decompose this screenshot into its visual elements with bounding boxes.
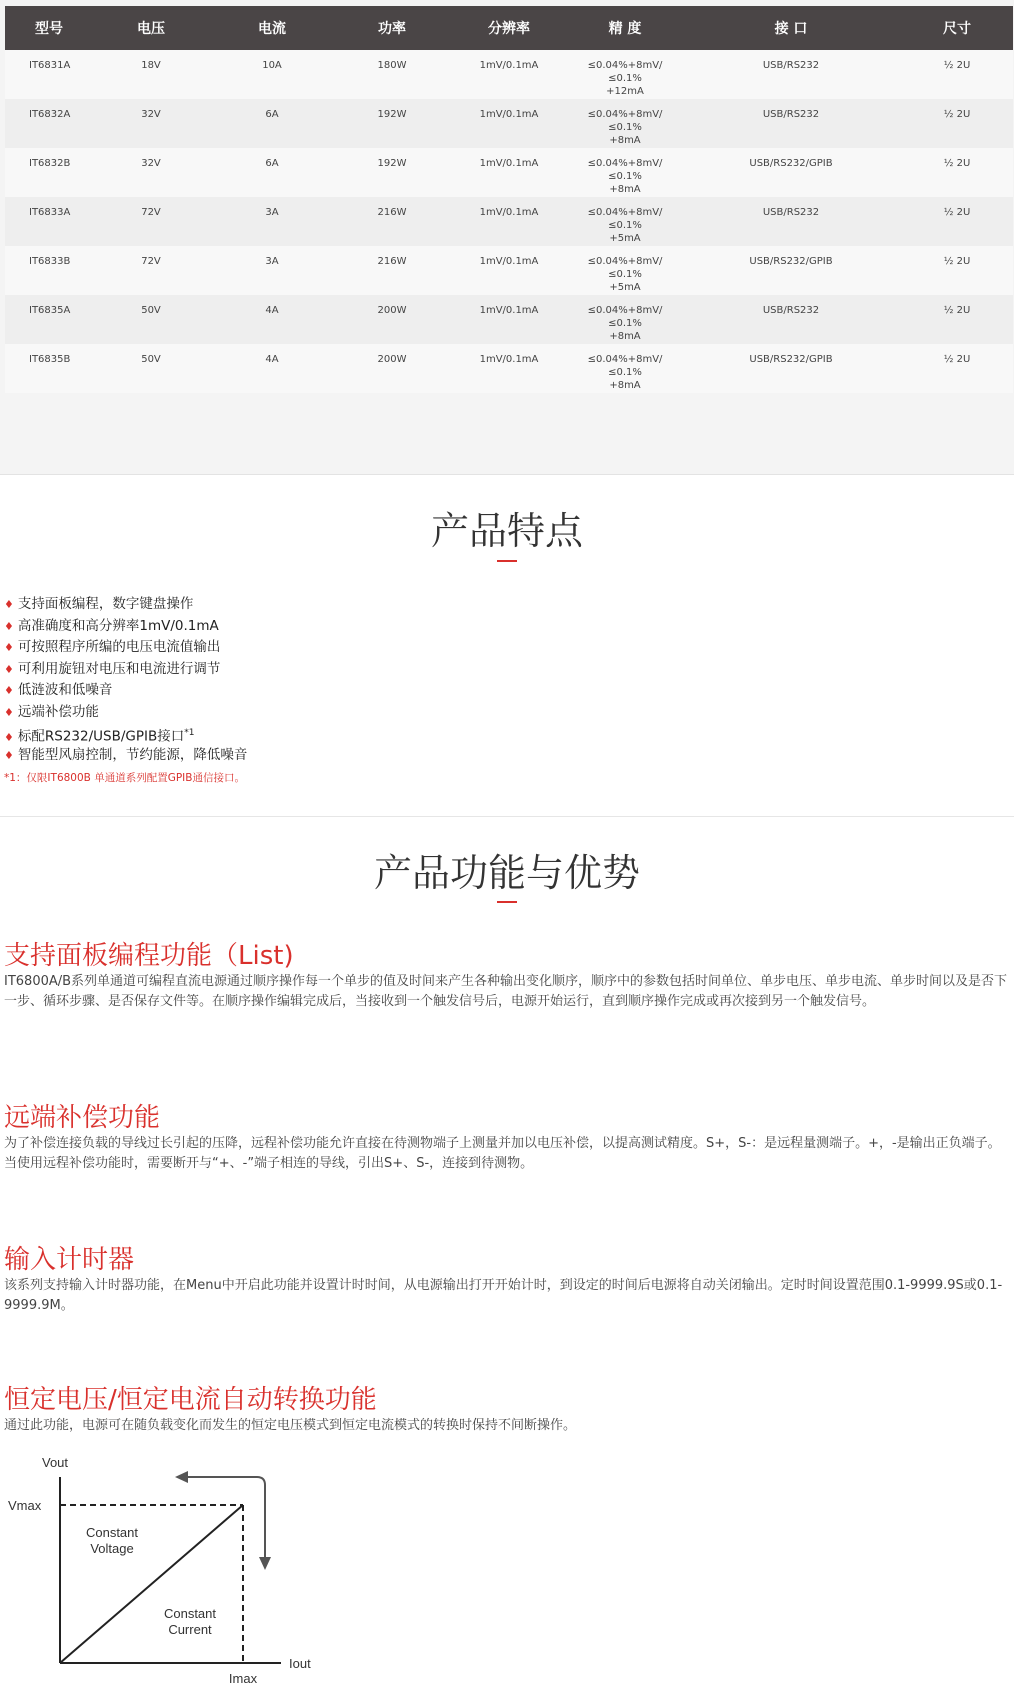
cv-label-line1: Constant xyxy=(85,1525,139,1540)
cell-model: IT6835B xyxy=(5,344,93,393)
cell-size: ½ 2U xyxy=(901,197,1013,246)
accuracy-line-2: +8mA xyxy=(609,135,641,146)
header-voltage: 电压 xyxy=(93,6,209,50)
cell-resolution: 1mV/0.1mA xyxy=(449,197,569,246)
cell-current: 3A xyxy=(209,197,335,246)
cell-current: 6A xyxy=(209,148,335,197)
diamond-bullet-icon: ♦ xyxy=(4,748,14,762)
cell-power: 216W xyxy=(335,246,449,295)
cell-resolution: 1mV/0.1mA xyxy=(449,344,569,393)
list-item xyxy=(4,745,247,767)
accuracy-line-1: ≤0.04%+8mV/ ≤0.1% xyxy=(587,354,663,378)
accuracy-line-1: ≤0.04%+8mV/ ≤0.1% xyxy=(587,60,663,84)
cell-voltage: 32V xyxy=(93,99,209,148)
header-model: 型号 xyxy=(5,6,93,50)
advantages-title: 产品功能与优势 xyxy=(373,851,640,895)
cell-size: ½ 2U xyxy=(901,344,1013,393)
cell-accuracy xyxy=(569,99,681,148)
cell-voltage: 18V xyxy=(93,50,209,99)
table-row xyxy=(5,197,1013,246)
cc-label-line2: Current xyxy=(168,1622,212,1637)
feature-text: 支持面板编程，数字键盘操作 xyxy=(17,596,194,612)
advantage-desc-cv-cc: 通过此功能，电源可在随负载变化而发生的恒定电压模式到恒定电流模式的转换时保持不间断操作。 xyxy=(4,1418,577,1433)
diamond-bullet-icon: ♦ xyxy=(4,730,14,744)
table-row xyxy=(5,295,1013,344)
accuracy-line-2: +8mA xyxy=(609,331,641,342)
list-item xyxy=(4,659,247,681)
accuracy-line-2: +8mA xyxy=(609,380,641,391)
header-current: 电流 xyxy=(209,6,335,50)
feature-text: 高准确度和高分辨率1mV/0.1mA xyxy=(17,617,219,634)
cell-interface: USB/RS232/GPIB xyxy=(681,344,901,393)
feature-text: 标配RS232/USB/GPIB接口 xyxy=(17,728,185,745)
cell-interface: USB/RS232 xyxy=(681,50,901,99)
cell-size: ½ 2U xyxy=(901,246,1013,295)
cell-resolution: 1mV/0.1mA xyxy=(449,246,569,295)
header-resolution: 分辨率 xyxy=(449,6,569,50)
cell-accuracy xyxy=(569,50,681,99)
cell-voltage: 50V xyxy=(93,295,209,344)
cell-size: ½ 2U xyxy=(901,295,1013,344)
cell-model: IT6833A xyxy=(5,197,93,246)
cell-power: 216W xyxy=(335,197,449,246)
cell-current: 6A xyxy=(209,99,335,148)
feature-text: 智能型风扇控制，节约能源，降低噪音 xyxy=(17,746,248,763)
cell-accuracy xyxy=(569,344,681,393)
imax-label: Imax xyxy=(228,1671,258,1686)
cell-resolution: 1mV/0.1mA xyxy=(449,50,569,99)
accuracy-line-1: ≤0.04%+8mV/ ≤0.1% xyxy=(587,256,663,280)
feature-text: 低涟波和低噪音 xyxy=(17,682,113,698)
cell-model: IT6832A xyxy=(5,99,93,148)
cell-model: IT6832B xyxy=(5,148,93,197)
accuracy-line-1: ≤0.04%+8mV/ ≤0.1% xyxy=(587,305,663,329)
accuracy-line-1: ≤0.04%+8mV/ ≤0.1% xyxy=(587,158,663,182)
advantages-title-underline xyxy=(497,901,517,903)
cell-accuracy xyxy=(569,246,681,295)
accuracy-line-2: +5mA xyxy=(609,282,641,293)
cell-power: 200W xyxy=(335,295,449,344)
accuracy-line-2: +8mA xyxy=(609,184,641,195)
list-item xyxy=(4,637,247,659)
features-title: 产品特点 xyxy=(430,509,583,553)
cell-power: 192W xyxy=(335,148,449,197)
cell-accuracy xyxy=(569,148,681,197)
table-row xyxy=(5,99,1013,148)
cell-interface: USB/RS232/GPIB xyxy=(681,148,901,197)
diamond-bullet-icon: ♦ xyxy=(4,705,14,719)
cell-current: 10A xyxy=(209,50,335,99)
table-row xyxy=(5,246,1013,295)
list-item xyxy=(4,723,247,745)
footnote-marker: *1 xyxy=(184,728,195,738)
cell-model: IT6835A xyxy=(5,295,93,344)
cell-current: 3A xyxy=(209,246,335,295)
feature-text: 可按照程序所编的电压电流值输出 xyxy=(17,639,221,655)
cell-voltage: 72V xyxy=(93,197,209,246)
diamond-bullet-icon: ♦ xyxy=(4,662,14,676)
advantage-desc-timer: 该系列支持输入计时器功能，在Menu中开启此功能并设置计时时间，从电源输出打开开始计时，到设定的时间后电源将自动关闭输出。定时时间设置范围0.1-9999.9S或0.1-9999.9M。 xyxy=(4,1278,1003,1313)
cell-interface: USB/RS232 xyxy=(681,197,901,246)
cell-accuracy xyxy=(569,295,681,344)
cell-power: 180W xyxy=(335,50,449,99)
table-row xyxy=(5,344,1013,393)
advantage-title-timer: 输入计时器 xyxy=(4,1245,135,1275)
cell-accuracy xyxy=(569,197,681,246)
vmax-label: Vmax xyxy=(8,1498,42,1513)
spec-table xyxy=(5,6,1013,393)
cell-resolution: 1mV/0.1mA xyxy=(449,148,569,197)
table-row xyxy=(5,148,1013,197)
diamond-bullet-icon: ♦ xyxy=(4,598,14,611)
section-divider xyxy=(0,816,1014,817)
advantage-title-list: 支持面板编程功能（List) xyxy=(4,941,294,971)
cell-size: ½ 2U xyxy=(901,99,1013,148)
list-item xyxy=(4,702,247,724)
cell-size: ½ 2U xyxy=(901,148,1013,197)
arrow-path-up xyxy=(185,1477,265,1560)
diamond-bullet-icon: ♦ xyxy=(4,641,14,654)
features-title-underline xyxy=(497,560,517,562)
advantage-title-remote-sense: 远端补偿功能 xyxy=(4,1103,161,1133)
cv-label-line2: Voltage xyxy=(90,1541,134,1556)
cell-voltage: 50V xyxy=(93,344,209,393)
features-list xyxy=(4,594,247,766)
table-row xyxy=(5,50,1013,99)
header-accuracy: 精 度 xyxy=(569,6,681,50)
advantage-desc-list: IT6800A/B系列单通道可编程直流电源通过顺序操作每一个单步的值及时间来产生各种输出变化顺序，顺序中的参数包括时间单位、单步电压、单步电流、单步时间以及是否下一步、循环步骤、是否保存文件等。在顺序操作编辑完成后，当接收到一个触发信号后，电源开始运行，直到顺序操作完成或再次接到另一个触发信号。 xyxy=(4,974,1008,1009)
footnote: *1：仅限IT6800B 单通道系列配置GPIB通信接口。 xyxy=(4,772,245,784)
feature-text: 远端补偿功能 xyxy=(17,703,99,720)
cell-voltage: 32V xyxy=(93,148,209,197)
spec-table-section xyxy=(0,0,1014,475)
list-item xyxy=(4,594,247,616)
arrow-down-icon xyxy=(259,1557,271,1570)
cell-size: ½ 2U xyxy=(901,50,1013,99)
accuracy-line-2: +5mA xyxy=(609,233,641,244)
accuracy-line-2: +12mA xyxy=(606,86,644,97)
cell-interface: USB/RS232/GPIB xyxy=(681,246,901,295)
list-item xyxy=(4,616,247,638)
accuracy-line-1: ≤0.04%+8mV/ ≤0.1% xyxy=(587,207,663,231)
diamond-bullet-icon: ♦ xyxy=(4,619,14,633)
cell-model: IT6833B xyxy=(5,246,93,295)
cell-current: 4A xyxy=(209,295,335,344)
list-item xyxy=(4,680,247,702)
table-header-row xyxy=(5,6,1013,50)
cv-cc-diagram xyxy=(0,1450,340,1700)
y-axis-label: Vout xyxy=(42,1455,69,1470)
feature-text: 可利用旋钮对电压和电流进行调节 xyxy=(17,660,221,677)
cell-interface: USB/RS232 xyxy=(681,295,901,344)
cell-resolution: 1mV/0.1mA xyxy=(449,295,569,344)
cc-label-line1: Constant xyxy=(163,1606,217,1621)
header-interface: 接 口 xyxy=(681,6,901,50)
cell-interface: USB/RS232 xyxy=(681,99,901,148)
advantage-desc-remote-sense: 为了补偿连接负载的导线过长引起的压降，远程补偿功能允许直接在待测物端子上测量并加以电压补偿，以提高测试精度。S+，S-：是远程量测端子。+，-是输出正负端子。当使用远程补偿功能时，需要断开与“+、-”端子相连的导线，引出S+、S-，连接到待测物。 xyxy=(4,1136,1001,1171)
diamond-bullet-icon: ♦ xyxy=(4,684,14,697)
cell-resolution: 1mV/0.1mA xyxy=(449,99,569,148)
cell-current: 4A xyxy=(209,344,335,393)
cell-model: IT6831A xyxy=(5,50,93,99)
x-axis-label: Iout xyxy=(289,1656,311,1671)
accuracy-line-1: ≤0.04%+8mV/ ≤0.1% xyxy=(587,109,663,133)
arrow-left-icon xyxy=(175,1471,188,1483)
cell-power: 200W xyxy=(335,344,449,393)
cell-voltage: 72V xyxy=(93,246,209,295)
cell-power: 192W xyxy=(335,99,449,148)
header-size: 尺寸 xyxy=(901,6,1013,50)
advantage-title-cv-cc: 恒定电压/恒定电流自动转换功能 xyxy=(4,1385,377,1415)
header-power: 功率 xyxy=(335,6,449,50)
